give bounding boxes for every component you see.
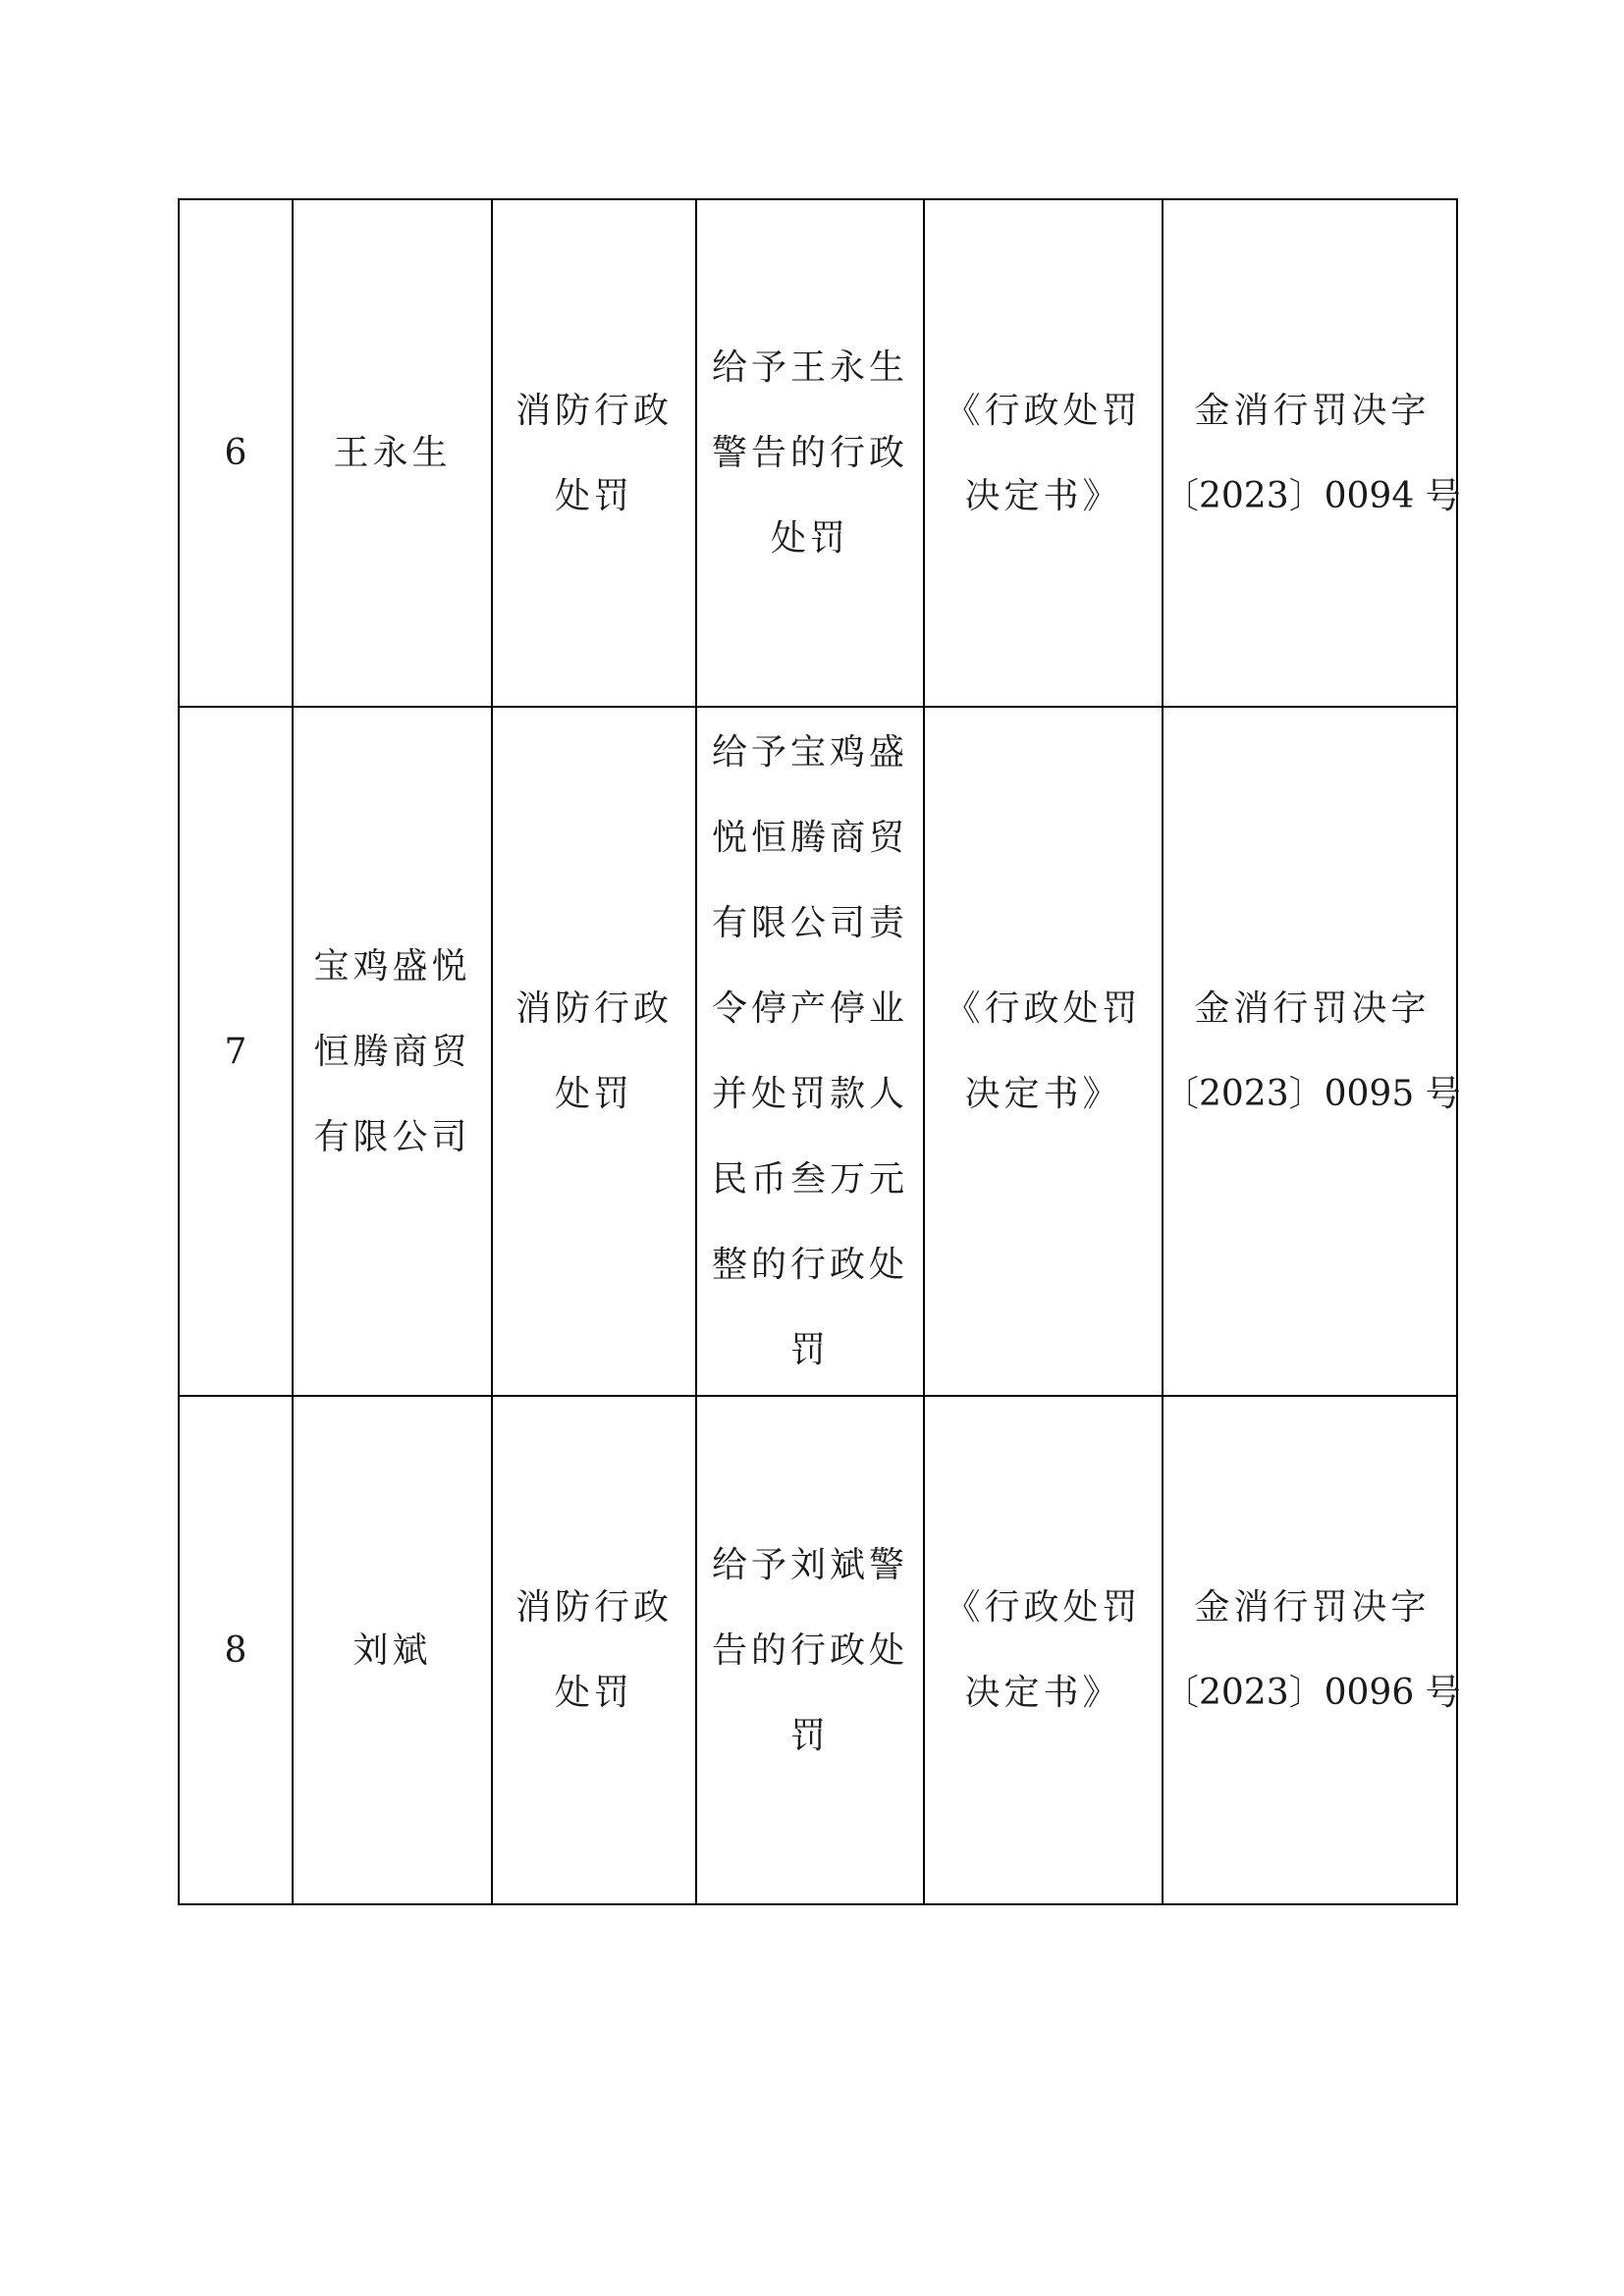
row-index: 8 bbox=[224, 1629, 247, 1671]
party-cell bbox=[293, 199, 492, 707]
table-row bbox=[179, 707, 1457, 1396]
number-line: 〔2023〕0095 号 bbox=[1164, 1074, 1461, 1114]
content-line: 有限公司责 bbox=[711, 903, 908, 943]
penalty-type-cell bbox=[492, 199, 696, 707]
document-line: 决定书》 bbox=[964, 1673, 1122, 1713]
content-line: 告的行政处 bbox=[711, 1629, 908, 1671]
row-index: 6 bbox=[224, 433, 247, 473]
type-line: 处罚 bbox=[554, 1074, 633, 1114]
content-line: 并处罚款人 bbox=[711, 1074, 908, 1114]
row-index-cell bbox=[179, 707, 293, 1396]
penalty-table bbox=[178, 198, 1461, 1905]
document-line: 《行政处罚 bbox=[945, 988, 1142, 1029]
document-cell bbox=[924, 199, 1163, 707]
number-line: 金消行罚决字 bbox=[1194, 988, 1431, 1029]
penalty-content-cell bbox=[696, 707, 924, 1396]
content-line: 警告的行政 bbox=[711, 433, 908, 473]
table-row bbox=[179, 199, 1457, 707]
content-line: 处罚 bbox=[770, 518, 849, 559]
type-line: 消防行政 bbox=[514, 390, 673, 431]
party-line: 王永生 bbox=[333, 433, 452, 473]
number-line: 〔2023〕0096 号 bbox=[1164, 1673, 1461, 1713]
penalty-content-cell bbox=[696, 199, 924, 707]
document-cell bbox=[924, 1396, 1163, 1904]
document-line: 《行政处罚 bbox=[945, 1587, 1142, 1628]
document-line: 《行政处罚 bbox=[945, 390, 1142, 431]
decision-number-cell bbox=[1163, 1396, 1461, 1904]
content-line: 给予王永生 bbox=[711, 347, 908, 388]
party-cell bbox=[293, 707, 492, 1396]
document-cell bbox=[924, 707, 1163, 1396]
document-line: 决定书》 bbox=[964, 475, 1122, 516]
content-line: 悦恒腾商贸 bbox=[711, 818, 908, 858]
penalty-type-cell bbox=[492, 707, 696, 1396]
decision-number-cell bbox=[1163, 707, 1461, 1396]
party-line: 恒腾商贸 bbox=[313, 1031, 471, 1072]
content-line: 罚 bbox=[789, 1330, 830, 1370]
type-line: 处罚 bbox=[554, 475, 633, 516]
content-line: 给予宝鸡盛 bbox=[711, 732, 908, 773]
party-line: 宝鸡盛悦 bbox=[313, 945, 471, 987]
penalty-type-cell bbox=[492, 1396, 696, 1904]
party-line: 刘斌 bbox=[352, 1629, 432, 1671]
table-row bbox=[179, 1396, 1457, 1904]
party-cell bbox=[293, 1396, 492, 1904]
row-index-cell bbox=[179, 1396, 293, 1904]
number-line: 〔2023〕0094 号 bbox=[1164, 475, 1461, 516]
number-line: 金消行罚决字 bbox=[1194, 390, 1431, 431]
type-line: 处罚 bbox=[554, 1673, 633, 1713]
number-line: 金消行罚决字 bbox=[1194, 1587, 1431, 1628]
type-line: 消防行政 bbox=[514, 1587, 673, 1628]
penalty-content-cell bbox=[696, 1396, 924, 1904]
row-index-cell bbox=[179, 199, 293, 707]
content-line: 令停产停业 bbox=[711, 988, 908, 1029]
party-line: 有限公司 bbox=[313, 1116, 471, 1157]
content-line: 罚 bbox=[789, 1715, 830, 1756]
content-line: 整的行政处 bbox=[711, 1245, 908, 1285]
content-line: 给予刘斌警 bbox=[711, 1544, 908, 1585]
row-index: 7 bbox=[224, 1031, 247, 1072]
decision-number-cell bbox=[1163, 199, 1461, 707]
content-line: 民币叁万元 bbox=[711, 1159, 908, 1200]
type-line: 消防行政 bbox=[514, 988, 673, 1029]
document-line: 决定书》 bbox=[964, 1074, 1122, 1114]
